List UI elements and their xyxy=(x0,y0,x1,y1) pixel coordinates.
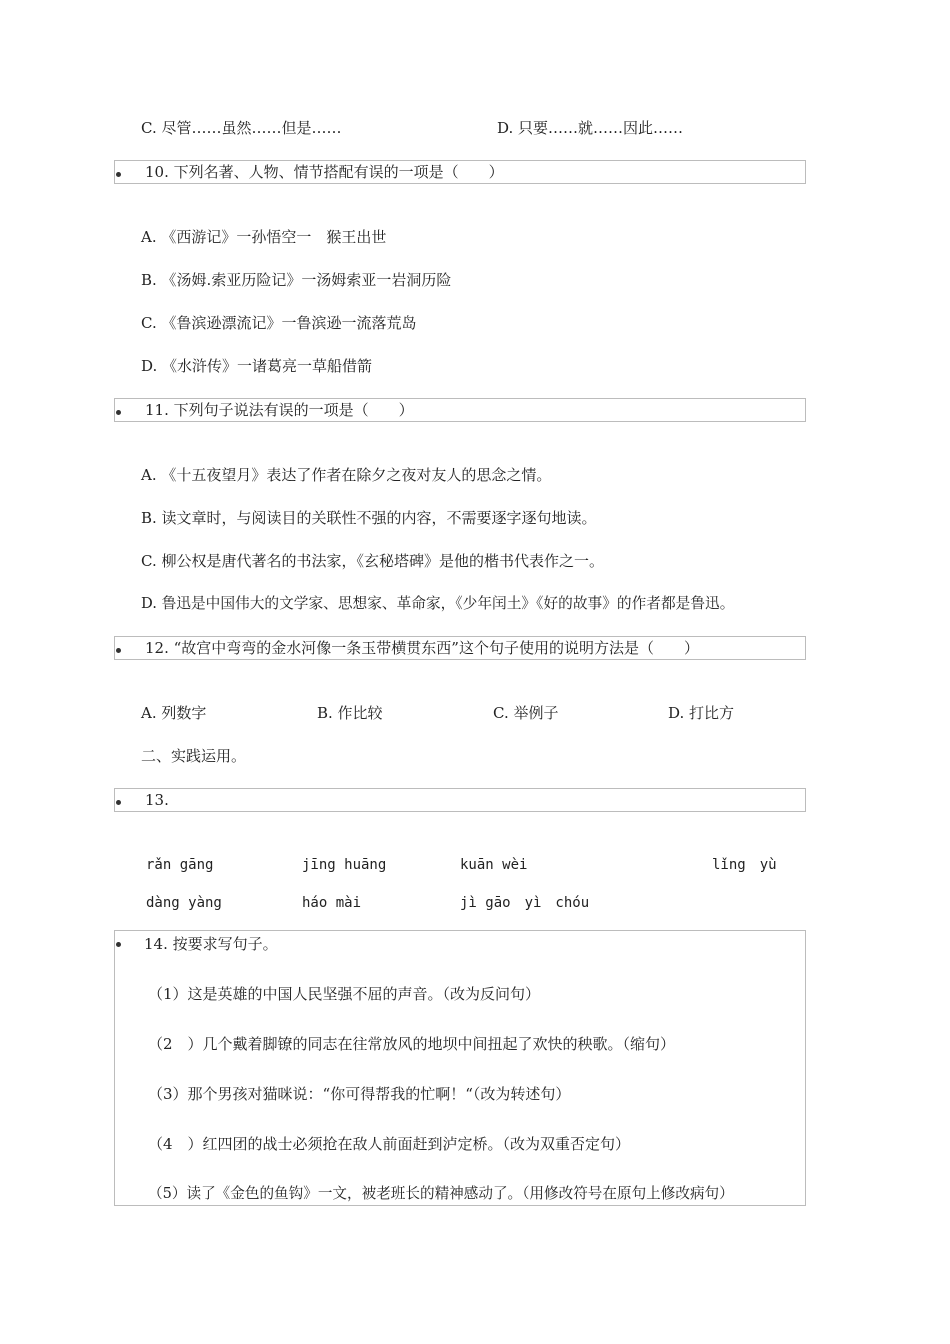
q10-option-c: C. 《鲁滨逊漂流记》一鲁滨逊一流落荒岛 xyxy=(141,314,417,332)
q13-question-box xyxy=(114,788,806,812)
q14-item-3: （3）那个男孩对猫咪说：“你可得帮我的忙啊！“（改为转述句） xyxy=(148,1085,571,1103)
pinyin-item: jì gāo yì chóu xyxy=(460,895,590,911)
q11-option-c: C. 柳公权是唐代著名的书法家，《玄秘塔碑》是他的楷书代表作之一。 xyxy=(141,552,604,570)
q14-item-1: （1）这是英雄的中国人民坚强不屈的声音。（改为反问句） xyxy=(148,985,541,1003)
pinyin-item: jīng huāng xyxy=(302,857,387,873)
q11-option-b: B. 读文章时，与阅读目的关联性不强的内容，不需要逐字逐句地读。 xyxy=(141,509,597,527)
q14-question-box xyxy=(114,930,806,1206)
q11-question: 11. 下列句子说法有误的一项是（ ） xyxy=(145,401,414,419)
q12-question: 12. “故宫中弯弯的金水河像一条玉带横贯东西”这个句子使用的说明方法是（ ） xyxy=(145,639,699,657)
pinyin-item: kuān wèi xyxy=(460,857,528,873)
q14-item-2: （2 ）几个戴着脚镣的同志在往常放风的地坝中间扭起了欢快的秧歌。（缩句） xyxy=(148,1035,676,1053)
pinyin-item: dàng yàng xyxy=(146,895,222,911)
q14-item-4: （4 ）红四团的战士必须抢在敌人前面赶到泸定桥。（改为双重否定句） xyxy=(148,1135,631,1153)
q9-option-d: D. 只要……就……因此…… xyxy=(497,119,684,137)
q10-option-d: D. 《水浒传》一诸葛亮一草船借箭 xyxy=(141,357,373,375)
q9-option-c: C. 尽管……虽然……但是…… xyxy=(141,119,342,137)
q14-item-5: （5）读了《金色的鱼钩》一文，被老班长的精神感动了。（用修改符号在原句上修改病句） xyxy=(148,1185,734,1202)
q11-option-d: D. 鲁迅是中国伟大的文学家、思想家、革命家，《少年闰土》《好的故事》的作者都是鲁迅。 xyxy=(141,595,735,612)
q12-option-c: C. 举例子 xyxy=(493,704,559,722)
q10-question-box xyxy=(114,160,806,184)
q10-option-b: B. 《汤姆.索亚历险记》一汤姆索亚一岩洞历险 xyxy=(141,271,452,289)
q12-option-d: D. 打比方 xyxy=(668,704,735,722)
q13-question: 13. xyxy=(145,791,169,809)
pinyin-item: lǐng yù xyxy=(712,857,777,873)
q12-question-box xyxy=(114,636,806,660)
pinyin-item: rǎn gāng xyxy=(146,857,214,873)
pinyin-item: háo mài xyxy=(302,895,362,911)
q11-option-a: A. 《十五夜望月》表达了作者在除夕之夜对友人的思念之情。 xyxy=(141,466,552,484)
q10-question: 10. 下列名著、人物、情节搭配有误的一项是（ ） xyxy=(145,163,504,181)
section-title: 二、实践运用。 xyxy=(141,747,247,765)
q14-question: 14. 按要求写句子。 xyxy=(144,935,278,953)
q12-option-a: A. 列数字 xyxy=(141,704,207,722)
q12-option-b: B. 作比较 xyxy=(317,704,383,722)
q11-question-box xyxy=(114,398,806,422)
q10-option-a: A. 《西游记》一孙悟空一 猴王出世 xyxy=(141,228,387,246)
